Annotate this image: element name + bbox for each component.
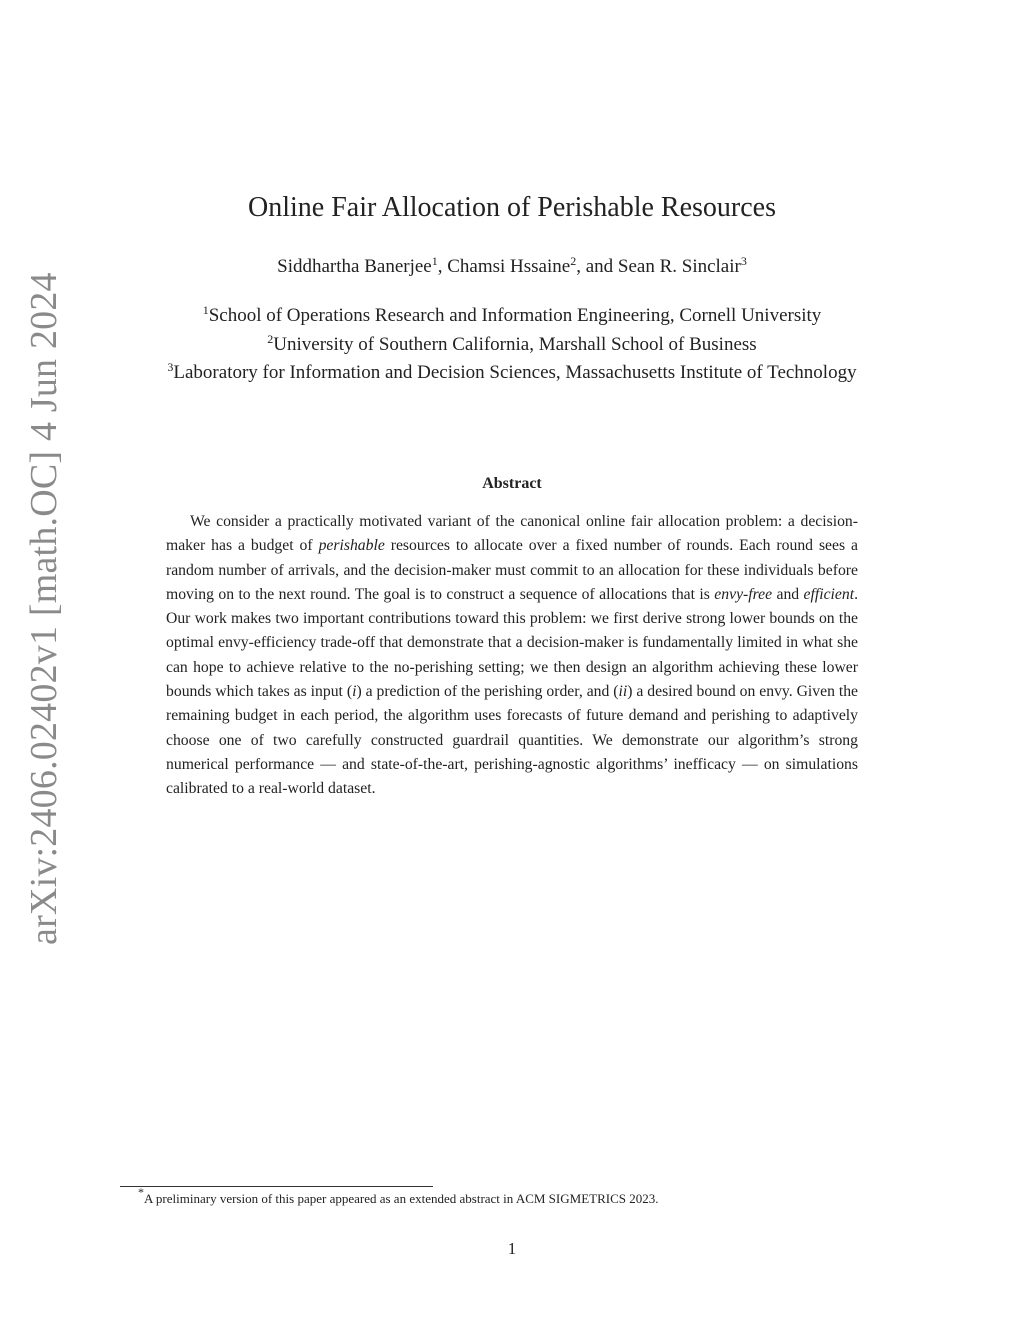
abstract-emphasis: envy-free xyxy=(714,585,773,603)
affiliation-text: Laboratory for Information and Decision Sciences, Massachusetts Institute of Technology xyxy=(173,362,857,383)
affiliation-mark: 3 xyxy=(167,360,174,374)
affiliation-list xyxy=(0,302,1024,388)
affiliation-text: University of Southern California, Marshall School of Business xyxy=(273,333,757,355)
abstract-text: We consider a practically motivated variant of the canonical online fair allocation problem: a decision-maker has a budget of xyxy=(166,513,858,555)
abstract-text: . Our work makes two important contributions toward this problem: we first derive strong lower bounds on the optimal envy-efficiency trade-off that demonstrate that a decision-maker is fundamentally limited in what she can hope to achieve relative to the no-perishing setting; we then design an algorithm achieving these lower bounds which takes as input ( xyxy=(166,585,858,701)
page-number: 1 xyxy=(507,1239,517,1258)
author-name: Siddhartha Banerjee xyxy=(277,256,432,277)
abstract-body xyxy=(166,510,858,802)
abstract-emphasis: efficient xyxy=(803,585,855,603)
footnote-rule xyxy=(120,1186,433,1187)
abstract-text: and xyxy=(772,585,804,603)
author-affiliation-mark: 2 xyxy=(570,254,577,268)
abstract-heading: Abstract xyxy=(482,475,542,492)
affiliation-mark: 1 xyxy=(202,303,209,317)
footnote-text: A preliminary version of this paper appeared as an extended abstract in ACM SIGMETRICS 2023. xyxy=(144,1191,659,1206)
paper-title: Online Fair Allocation of Perishable Resources xyxy=(248,192,776,223)
author-name: Sean R. Sinclair xyxy=(617,256,741,277)
author-affiliation-mark: 1 xyxy=(431,254,438,268)
abstract-text: resources to allocate over a fixed number of rounds. Each round sees a random number of arrivals, and the decision-maker must commit to an allocation for these individuals before moving on to the next round. The goal is to construct a sequence of allocations that is xyxy=(166,537,858,603)
footnote-mark: * xyxy=(138,1185,144,1199)
footnote xyxy=(138,1185,918,1207)
author-separator: , and xyxy=(576,256,618,277)
affiliation xyxy=(0,302,1024,331)
affiliation-mark: 2 xyxy=(267,331,274,346)
affiliation-text: School of Operations Research and Information Engineering, Cornell University xyxy=(208,305,822,326)
author-list xyxy=(0,256,1024,278)
abstract-emphasis: ii xyxy=(618,683,628,701)
author-name: Chamsi Hssaine xyxy=(447,256,571,277)
abstract-text: ) a prediction of the perishing order, and ( xyxy=(356,683,619,701)
author-affiliation-mark: 3 xyxy=(740,254,747,268)
abstract-emphasis: perishable xyxy=(318,537,385,555)
abstract-text: ) a desired bound on envy. Given the remaining budget in each period, the algorithm uses forecasts of future demand and perishing to adaptively choose one of two carefully constructed guardrail quantities. We demonstrate our algorithm’s strong numerical performance — and state-of-the-art, perishing-agnostic algorithms’ inefficacy — on simulations calibrated to a real-world dataset. xyxy=(166,683,859,798)
affiliation xyxy=(0,331,1024,360)
affiliation xyxy=(0,359,1024,388)
author-separator: , xyxy=(437,256,448,277)
arxiv-identifier: arXiv:2406.02402v1 [math.OC] 4 Jun 2024 xyxy=(23,272,65,945)
abstract-emphasis: i xyxy=(352,683,357,701)
